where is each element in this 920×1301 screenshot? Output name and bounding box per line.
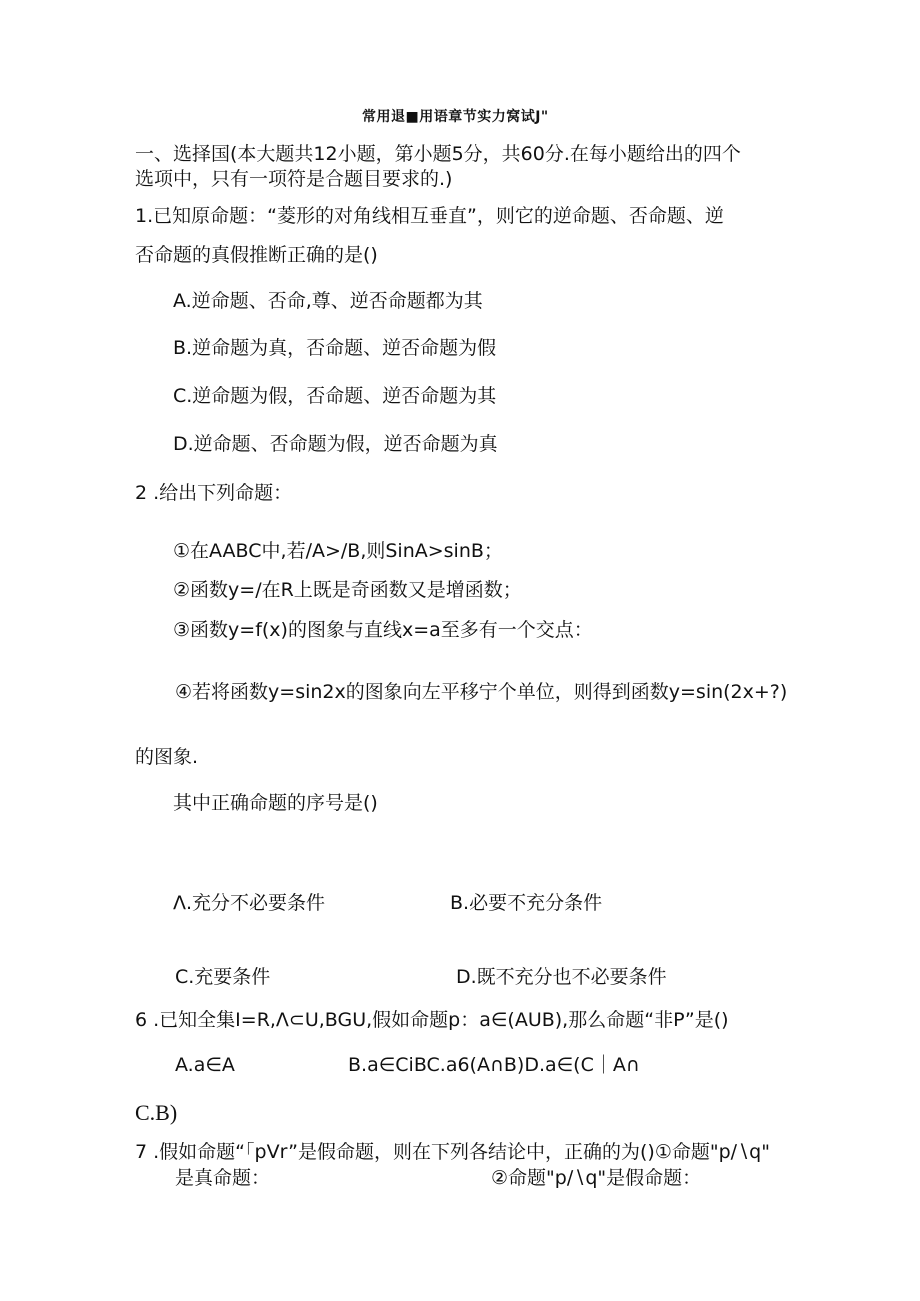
choice-option-a: Λ.充分不必要条件 xyxy=(173,892,326,914)
question-2-stem: 2 .给出下列命题： xyxy=(135,482,293,504)
choice-option-d: D.既不充分也不必要条件 xyxy=(456,966,667,988)
choice-option-b: B.必要不充分条件 xyxy=(450,892,603,914)
question-7-stem: 7 .假如命题“「pVr”是假命题，则在下列各结论中，正确的为()①命题"p∕∖q" xyxy=(135,1141,770,1163)
section-header-line-2: 选项中，只有一项符是合题目要求的.) xyxy=(135,168,453,190)
question-2-ask: 其中正确命题的序号是() xyxy=(173,792,378,814)
question-2-item-2: ②函数y=/在R上既是奇函数又是增函数； xyxy=(173,579,522,601)
question-7-item-1-cont: 是真命题： xyxy=(175,1167,271,1189)
page-title: 常用退■用语章节实力窝试J" xyxy=(362,109,549,125)
section-header-line-1: 一、选择国(本大题共12小题，第小题5分，共60分.在每小题给出的四个 xyxy=(135,143,741,165)
question-6-option-cont: C.B) xyxy=(135,1100,178,1125)
choice-option-c: C.充要条件 xyxy=(175,966,271,988)
question-6-stem: 6 .已知全集I=R,Λ⊂U,BGU,假如命题p：a∈(AUB),那么命题“非P”是() xyxy=(135,1009,729,1031)
question-1-option-c: C.逆命题为假，否命题、逆否命题为其 xyxy=(173,385,497,407)
question-2-item-4-cont: 的图象. xyxy=(135,746,199,768)
question-2-item-4: ④若将函数y=sin2x的图象向左平移宁个单位，则得到函数y=sin(2x+?) xyxy=(175,681,788,703)
question-7-item-2: ②命题"p∕∖q"是假命题： xyxy=(491,1167,702,1189)
question-6-option-b: B.a∈CiBC.a6(A∩B)D.a∈(C｜A∩ xyxy=(348,1054,640,1076)
question-6-option-a: A.a∈A xyxy=(175,1054,235,1076)
question-1-stem-cont: 否命题的真假推断正确的是() xyxy=(135,244,378,266)
question-1-option-b: B.逆命题为真，否命题、逆否命题为假 xyxy=(173,337,497,359)
question-1-option-d: D.逆命题、否命题为假，逆否命题为真 xyxy=(173,433,498,455)
question-1-stem: 1.已知原命题：“菱形的对角线相互垂直”，则它的逆命题、否命题、逆 xyxy=(135,205,724,227)
question-2-item-3: ③函数y=f(x)的图象与直线x=a至多有一个交点： xyxy=(173,619,593,641)
question-1-option-a: A.逆命题、否命,尊、逆否命题都为其 xyxy=(173,290,483,312)
question-2-item-1: ①在AABC中,若∕A>∕B,则SinA>sinB； xyxy=(173,540,503,562)
